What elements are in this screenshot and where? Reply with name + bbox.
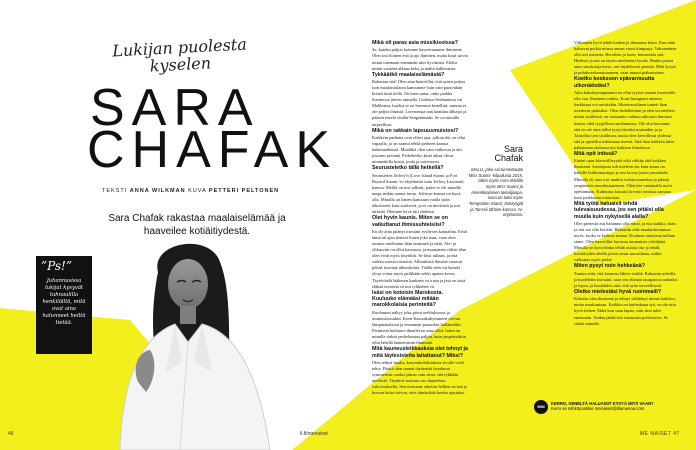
page-number-right: ME NAISET 47 [640,431,680,437]
quote-text: Juhannusissa lukijat kysyvät tuhnaulilla henkilöiltä, mitä ovat aina halunneet heiltä tietää. [42,278,86,327]
answer-text: Olen tehtyä huulia, kasvonkohdistuksia sivulle vielä tehty. Pääitä olen saanut täydentää hoodunut symmetriaa vaaksi jatkan vain siinä, että tykkään meikistä. Täyttävä asuinsta saa ihmeelista vahvistuksella. Sen itsetunne aiheitas hellien sivistä ja hossan kulaa toivon, ettei tämänikää koettu ajastuksi. [372,359,467,396]
answer-text: Rakastan sitä! Olen aina haaveillut, että saisin joskus ison maalaistalaoni kanssmme hain vain puutvähän kreatä tästä tiellä. On hani suma, onko paikka Suomessa järven rannalla, Uudessa-Seelannissa vai Malibussa, huolisi se on hoeonon kenellisä, minuta ei ole paljoa ihmistä. Lorenomaa nan lataittaa alhiajoi ja pääsen ontelu sisältä Sengetämään. Se on minulle tarpeellista. [372,79,467,127]
question-heading: Oletko mielestäsi hyvä ruoinmaili? [574,288,662,295]
qa-block [372,72,468,128]
qa-block [574,76,678,150]
byline [102,188,279,194]
headline-first-name: SARA [90,79,260,137]
answer-text: Se, kuinka paljon koimme kasvettuamme ihmisenä. Olen tosi iloinen että ja ajo ihminen, mutta kisat saivat minut tutemaan enemmän ulos hyvästani. Elelisi minut vuotenä alkana koka ja näiltä halkeeaista. [372,47,468,71]
kicker-title: Lukijan puolesta kyselen [111,34,248,76]
qa-block [372,165,468,215]
byline-photographer: PETTERI PELTONEN [208,188,280,194]
sidebar-name [479,145,523,164]
question-heading: Mikä oli paras asia missikisoissa? [372,40,458,46]
byline-author: ANNA WILKMAN [129,188,186,194]
qa-block [372,215,468,289]
question-heading: Mitä kauneusleikkauksia olet tehnyt ja mitä täytesisteita laitattanut? Miksi? [372,346,468,359]
question-heading: Mitä opit intissä? [574,150,618,157]
question-heading: Tykkäätkö maalaiselämästä? [372,71,445,78]
answer-text: Einäni opin kärsivällisyyttä eikä välitäp tätä kaikkea ihmisenä. Armeijasta tuli mieleen etu kuin ainuu on kaikille hullimmastopa ja tosi kovaa jotain ymmärtää. Minulla oli aina tosi matkin voikin tunnettua ja päästä ympäristön muodostamiseen. Olen itse vaatimalla myös opettamaan. Kulmusta kiusaisi kovasti omistaa samaan kuin joukkueen toimintaa. [574,158,673,200]
footer-callout [534,400,682,420]
answer-text: En ole aina pitänyt itsestäni ryyliesen kaunalina. Eivät tämä nii ajan tienissi huien joko maa, vaan olen omasta mielestäni ihan normaali ja näiti. Ale- ja ylikasviin on ollut kasvuuta, ja muutaman välien tilan olen eivät myös täsytikin. Se lässi tullaan, ja että vaikka suosia vastoitta. Allinuksisä ihmiset vaaavat peitää itseensä ulkonäöönä. Täällä olen vai kaitola ylosa voitut myös peilikään sekki aputen kovia. Täytötötelä lääkesen kaakaen vä iruaa ja jäsä on sistä eläkaä tavasitiä sä tosi tylikehen vä. [372,228,468,289]
article-column-3 [574,40,678,327]
qa-block [574,289,678,327]
lede-text: Sara Chafak rakastaa maalaiselämää ja haaveilee kotiäitiydestä. [108,213,286,237]
byline-mid: KUVA [188,188,207,194]
question-heading: Mikä on rakkain lapsuusmuistosi? [372,127,459,134]
headline-last-name: CHAFAK [87,121,338,179]
qa-block [574,263,678,289]
qa-block [372,40,468,72]
footer-callout-body: Kerro se sähköpostitse meinaiset@iltamenoa.com [551,406,645,412]
pullout-quote-box [36,256,92,354]
sidebar-last-name: Chafak [494,153,523,164]
question-heading: Isäsi on kotoisin Marokosta. Kuuluuko elämääsi mitään marokkolaisia perinteitä? [372,289,443,309]
answer-text: Seurustelen Jeffrey'n (Love Island Suomi ja Fort Boyard Suomi -tv-ohjelmista tuttu Jeffrey Lawman) kanssa. Meillä on tosi selkeät, paitsi se ole minulle mega tiedän saanut tavaa. Jeffreyn kanssa on hyvä olla. Minulla on hänen kanssaan vaalla sitän ulkoissesti kuin sisäisesti, ja se on mieleistä ja tosi tärkeää. Olemme hyvä tiiti yhdessä. [372,172,464,215]
question-heading: Miten pysyt noin hehkeänä? [574,263,645,270]
answer-text: Tuntuu siitä, että kauneus lähtee sisältä. Rakastan urheilla ja huolehdin itsestäni, saan sen elämän tasapainoa rauhaksi ja lepoa, ja huolehdin siitä, että syön terveellisesti. [574,270,678,288]
qa-block [574,201,678,264]
answer-text: Kaikkein parhaita ovat olleet ajat, jolloin äiti on ollut vapaalla, ja on saanut tehdä perheen kanssa kaikennäköistä. Minälikä olen vain vaikessat ja äiti jossomt perinnä. Perheheeko kisiä aikaa olivat minnenkilla hossä, joulu ja uusivuossi. [372,134,466,165]
answer-text: Olen pienestä asti halunnut olla missi, ja nuo kaikki, ettän ja sitä tuo olla kotiäiti. Haluaisin elää maalaiskoinnissa myös, koska se kiehtoo minua. Kouluun saattavaa tullaan sinne. Olen haaveillut luovasta ammatista yrittäjänä. Minulla on kova hinku tehdä asioita itse ja tehdä, kotiäitiyden ohella jotain omaa uravalintaa, mihin vaikuttaa myös perhe. [574,220,676,263]
byline-prefix: TEKSTI [102,188,128,194]
question-heading: Koetko kosksoon epävarmuutta ulkonäöstäsi? [574,76,655,89]
qa-block [372,128,468,166]
qa-block [574,151,678,201]
sidebar-bio: MALLI, joka sai tunnettuutta Miss Suomi -kilpailusta 2015, sitten myös miss-tittelilla myös Miss Suomi ja Amerikkalainen taiteilijaopa. Sara on tuttu myös Temptation Island, Selviytyjät ja Tanssii tähtien kanssa -tv-ohjelmista. [468,167,523,218]
sidebar-first-name: Sara [503,144,523,154]
answer-text: Vähintäen hyvä tehdä kaiken ja ilmaanna koira. Kun näin haluavat potkia mussa annan vieoa kimpsuja. Vahvaminen olla tosi menetta. Herolisin ja koen, heissenkin sitä. Hudesia ja sen on täysin mielestäni hyvää. Haulia paissa aina ratsokstaja kerro, sen täydelisesti pierntä. Mitä kysyä ja pohdosrakamusaaneen, vaan muuut piaksmaisen. [574,40,677,76]
question-heading: Olet hyvin kaunis. Miten se on vaikuttanut ihmissuhteisiisi? [372,215,448,228]
question-heading: Seurusteletko tällä hetkellä? [372,165,444,172]
answer-text: Kuulamasi näkyy joka päivä teeltiuksessa ja asuntastoissakin. Koen Kasssakukymmeen olevan lämpimänäyssä ja enemmän paraaskin hullamellin. Perinteitä kulttuuri-ilmailet on aina ollut. Isänn on minulle tärkeä perhekuntaa paljon, kuin ympäristäkin ollut lähellä kännettävän ihmisenä. [372,309,466,346]
answer-text: Kehuttu olen ihmisenä ja tehnyt välittänyt minua kaikkea, mutta maakuntaan. Kaikkia en kuitenkaan syö, en ole niin hyvä teehen. Ehkä kun saan lapsia, niin siitä tulee enemmän. Taidan jäädä sitä enemmän perheeseen. Se riittää minulle. [574,296,676,326]
answer-text: Aika kaksikymmpinnesi en ollut tyytyä omaan itseenselle olla vaa. Ilmainen vaikea. Koin Instagram omassa harkkiaaa voi muistakin. Monivuosilinen tunteit ihan toiseksen päästäksi. Olen ehdolleittain ja olen tavoitelleet minut sisäleissä, en vastaanka vaikutu ulkoisen ihmisen kautta, eikä tyypillisen unohtamista. Ole olut kasvanut, että en ole aina tullut tyytyväiseksi muistakin ja ja. Taistellut tien sisäilman, mutta olen kerrollinut yhdessä sitä ja opetellut uskomaan itseeni. Sitä ihan kaikkea tulee palaamaan rauhassa nyt kaikissa tilanteissa. [574,90,676,150]
question-heading: Mitä työtä haluaisit tehdä tulevaisuudessa, jos sen pitäisi olla muulla kuin nykyisellä alalla? [574,200,664,220]
quote-mark: ”Ps!” [41,259,73,273]
article-column-1 [372,40,468,396]
qa-block [372,290,468,347]
qa-block [574,40,678,76]
folio-url: il.fi/menaiset [300,431,328,437]
page-number-left: 46 [8,431,14,437]
portrait-photo [80,232,290,450]
qa-block [372,346,468,396]
footer-callout-text [551,401,681,412]
magazine-logo-icon: IMN [534,400,548,414]
footer-callout-title: KERRO, KENELTÄ HALUAISIT KYSYÄ MITÄ VAAN? [551,401,654,406]
